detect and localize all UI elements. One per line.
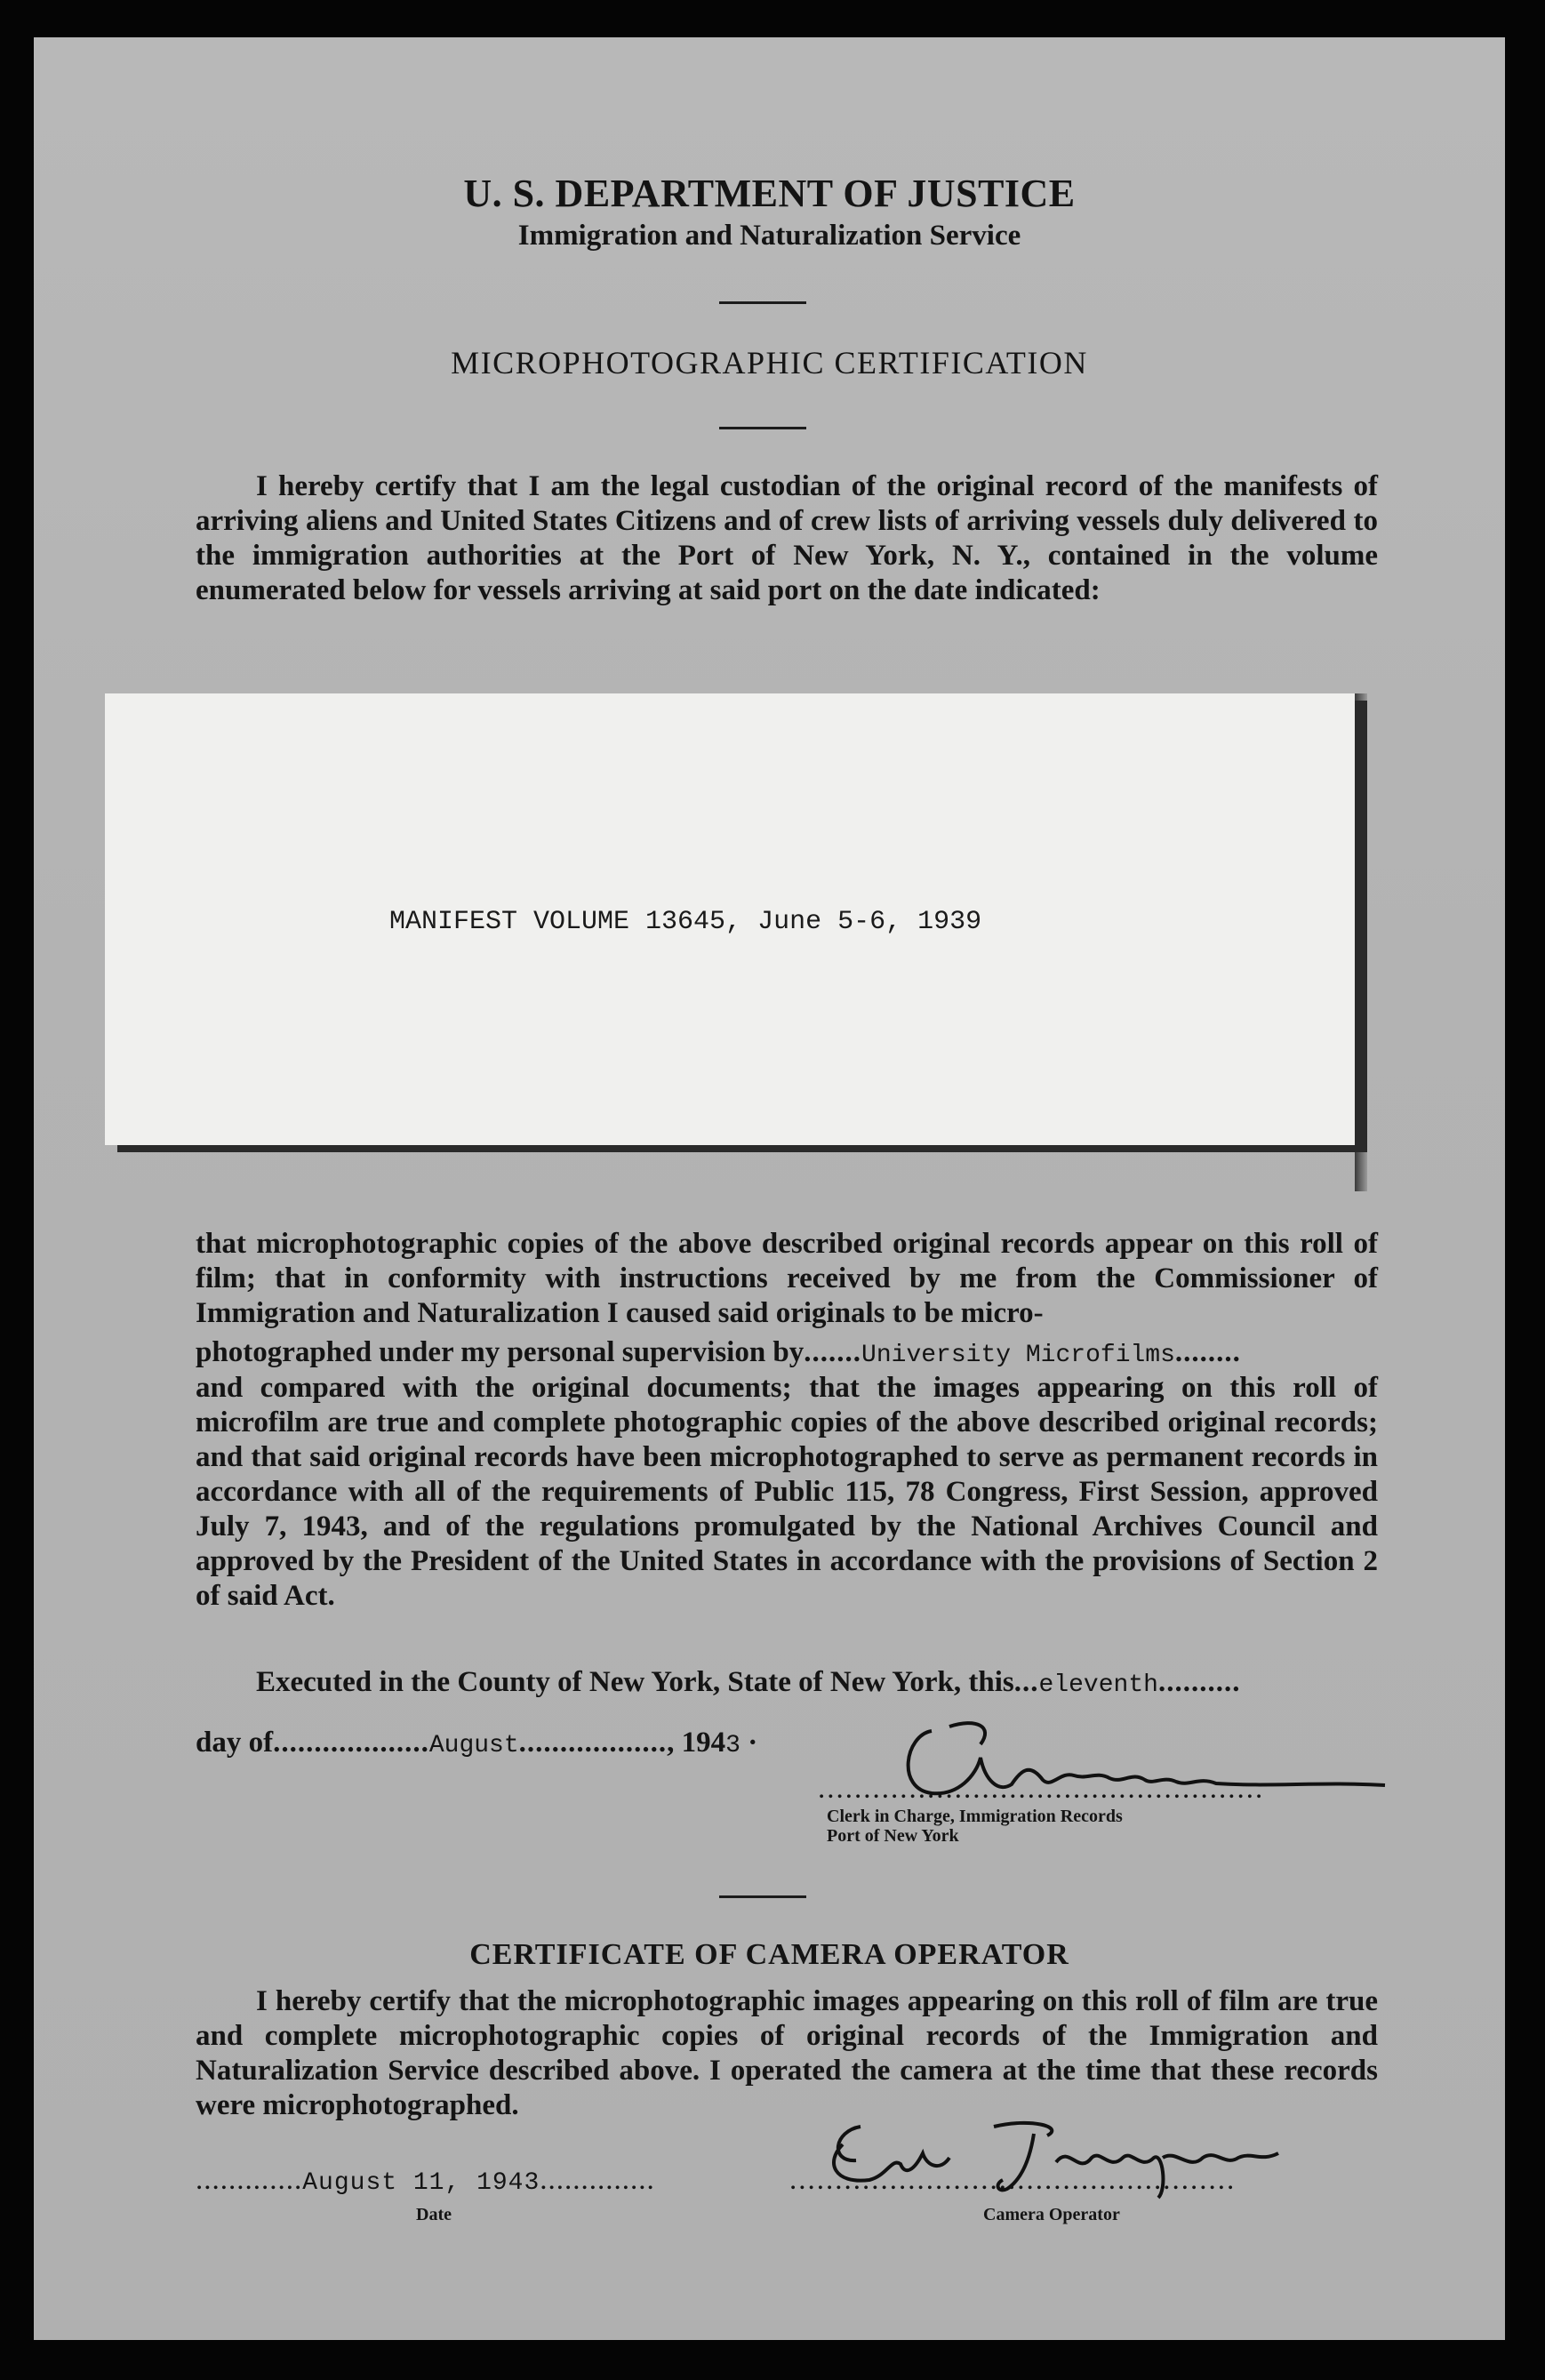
camera-paragraph: I hereby certify that the microphotographic images appearing on this roll of film are true and complete microphotographic copies of original records of the Immigration and Naturalization Service described above. I operated the camera at the time that these records were microphotographed. <box>196 1985 1378 2121</box>
camera-heading: CERTIFICATE OF CAMERA OPERATOR <box>469 1938 1069 1971</box>
clerk-signature-line: ................................................. <box>818 1773 1265 1805</box>
supervisor-value: University Microfilms <box>861 1342 1175 1369</box>
divider <box>719 1895 806 1898</box>
operator-signature-line: ................................................. <box>789 2164 1237 2196</box>
date-of-line: day of...................August.................., 1943 · <box>196 1727 758 1759</box>
operator-label: Camera Operator <box>983 2205 1120 2224</box>
body-paragraph-part1: that microphotographic copies of the above described original records appear on this roll of film; that in conformity with instructions received by me from the Commissioner of Immigration and Naturalization I caused said originals to be micro- <box>196 1228 1378 1329</box>
divider <box>719 427 806 429</box>
executed-day-value: eleventh <box>1038 1671 1158 1699</box>
certificate-sheet <box>34 37 1505 2340</box>
executed-prefix: Executed in the County of New York, State of New York, this <box>256 1666 1014 1698</box>
body-paragraph-part2: and compared with the original documents; that the images appearing on this roll of microfilm are true and complete photographic copies of the above described original records; and that said original records have been microphotographed to serve as permanent records in accordance with all of the requirements of Public 115, 78 Congress, First Session, approved July 7, 1943, and of the regulations promulgated by the National Archives Council and approved by the President of the United States in accordance with the provisions of Section 2 of said Act. <box>196 1372 1378 1612</box>
operator-signature-icon <box>816 2109 1314 2207</box>
supervision-line: photographed under my personal supervision by.......University Microfilms........ <box>196 1336 1241 1369</box>
divider <box>719 301 806 304</box>
day-of-label: day of <box>196 1727 274 1759</box>
clerk-title-line1: Clerk in Charge, Immigration Records <box>827 1807 1123 1826</box>
year-digit: 3 <box>725 1732 740 1759</box>
card-shadow <box>1355 693 1367 1191</box>
camera-date-value: August 11, 1943 <box>302 2169 540 2197</box>
clerk-title-line2: Port of New York <box>827 1826 959 1846</box>
clerk-title <box>827 1807 1123 1846</box>
clerk-signature-icon <box>896 1709 1394 1815</box>
service-subheading: Immigration and Naturalization Service <box>517 220 1021 252</box>
certification-title: MICROPHOTOGRAPHIC CERTIFICATION <box>451 345 1088 381</box>
year-prefix: , 194 <box>667 1727 726 1759</box>
intro-paragraph: I hereby certify that I am the legal custodian of the original record of the manifests of arriving aliens and United States Citizens and of crew lists of arriving vessels duly delivered to the immigration authorities at the Port of New York, N. Y., contained in the volume enumerated below for vessels arriving at said port on the date indicated: <box>196 470 1378 606</box>
department-heading: U. S. DEPARTMENT OF JUSTICE <box>463 172 1076 215</box>
supervision-prefix: photographed under my personal supervision by <box>196 1336 805 1368</box>
date-line: .............August 11, 1943.............. <box>196 2164 655 2197</box>
month-value: August <box>428 1732 519 1759</box>
manifest-volume-text: MANIFEST VOLUME 13645, June 5-6, 1939 <box>389 907 982 937</box>
executed-line: Executed in the County of New York, State of New York, this...eleventh.......... <box>256 1666 1241 1699</box>
date-label: Date <box>416 2205 452 2224</box>
